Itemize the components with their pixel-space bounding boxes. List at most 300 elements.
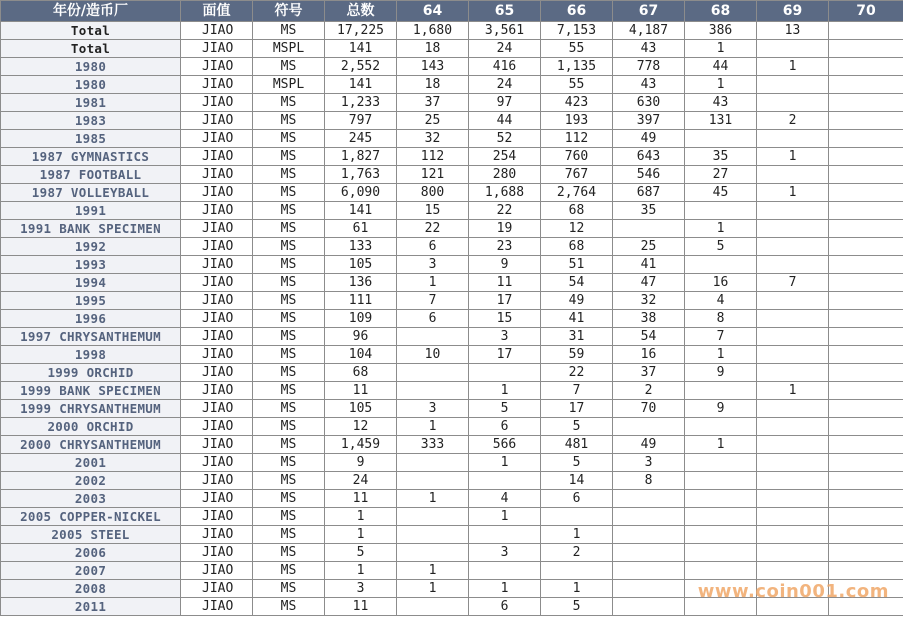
grade-count-cell (613, 526, 685, 544)
grade-count-cell (757, 310, 829, 328)
grade-count-cell: 45 (685, 184, 757, 202)
total-cell: 1 (325, 526, 397, 544)
table-row (1, 112, 903, 130)
grade-count-cell (757, 94, 829, 112)
total-cell: 111 (325, 292, 397, 310)
grade-count-cell: 3 (397, 400, 469, 418)
grade-count-cell: 4 (469, 490, 541, 508)
grade-count-cell: 17 (541, 400, 613, 418)
symbol-cell: MS (253, 526, 325, 544)
symbol-cell: MS (253, 274, 325, 292)
symbol-cell: MS (253, 580, 325, 598)
table-row (1, 310, 903, 328)
grade-count-cell: 254 (469, 148, 541, 166)
table-row (1, 94, 903, 112)
grade-count-cell: 280 (469, 166, 541, 184)
symbol-cell: MS (253, 256, 325, 274)
symbol-cell: MS (253, 490, 325, 508)
grade-count-cell (829, 148, 903, 166)
grade-count-cell: 1 (685, 436, 757, 454)
total-cell: 61 (325, 220, 397, 238)
total-cell: 12 (325, 418, 397, 436)
year-cell: Total (1, 22, 181, 40)
denomination-cell: JIAO (181, 364, 253, 382)
grade-count-cell: 5 (541, 454, 613, 472)
denomination-cell: JIAO (181, 328, 253, 346)
grade-count-cell (829, 508, 903, 526)
grade-count-cell: 2 (541, 544, 613, 562)
grade-count-cell: 643 (613, 148, 685, 166)
grade-count-cell: 5 (685, 238, 757, 256)
header-grade-70: 70 (829, 1, 903, 22)
grade-count-cell (757, 472, 829, 490)
grade-count-cell (829, 454, 903, 472)
denomination-cell: JIAO (181, 580, 253, 598)
table-row (1, 526, 903, 544)
symbol-cell: MS (253, 166, 325, 184)
grade-count-cell: 31 (541, 328, 613, 346)
denomination-cell: JIAO (181, 472, 253, 490)
grade-count-cell: 1 (685, 40, 757, 58)
grade-count-cell (829, 238, 903, 256)
grade-count-cell (757, 400, 829, 418)
grade-count-cell (757, 490, 829, 508)
grade-count-cell (757, 346, 829, 364)
denomination-cell: JIAO (181, 202, 253, 220)
symbol-cell: MS (253, 184, 325, 202)
year-cell: 2011 (1, 598, 181, 616)
year-cell: 1995 (1, 292, 181, 310)
grade-count-cell: 131 (685, 112, 757, 130)
grade-count-cell (829, 526, 903, 544)
grade-count-cell: 3,561 (469, 22, 541, 40)
denomination-cell: JIAO (181, 400, 253, 418)
total-cell: 68 (325, 364, 397, 382)
denomination-cell: JIAO (181, 436, 253, 454)
grade-count-cell (613, 508, 685, 526)
grade-count-cell: 44 (469, 112, 541, 130)
grade-count-cell: 37 (397, 94, 469, 112)
grade-count-cell: 5 (541, 598, 613, 616)
symbol-cell: MSPL (253, 76, 325, 94)
grade-count-cell: 38 (613, 310, 685, 328)
grade-count-cell: 7 (541, 382, 613, 400)
grade-count-cell: 6 (397, 238, 469, 256)
grade-count-cell: 1 (397, 580, 469, 598)
grade-count-cell: 3 (397, 256, 469, 274)
year-cell: 2002 (1, 472, 181, 490)
grade-count-cell: 7,153 (541, 22, 613, 40)
total-cell: 24 (325, 472, 397, 490)
grade-count-cell (685, 562, 757, 580)
denomination-cell: JIAO (181, 310, 253, 328)
grade-count-cell (757, 562, 829, 580)
grade-count-cell: 2 (757, 112, 829, 130)
year-cell: 1999 ORCHID (1, 364, 181, 382)
grade-count-cell (829, 346, 903, 364)
header-grade-69: 69 (757, 1, 829, 22)
grade-count-cell: 1 (757, 382, 829, 400)
grade-count-cell: 416 (469, 58, 541, 76)
year-cell: 1993 (1, 256, 181, 274)
grade-count-cell: 49 (541, 292, 613, 310)
total-cell: 1,233 (325, 94, 397, 112)
grade-count-cell: 5 (469, 400, 541, 418)
year-cell: 1981 (1, 94, 181, 112)
grade-count-cell (469, 526, 541, 544)
year-cell: 1991 BANK SPECIMEN (1, 220, 181, 238)
grade-count-cell: 17 (469, 292, 541, 310)
denomination-cell: JIAO (181, 562, 253, 580)
year-cell: 1998 (1, 346, 181, 364)
year-cell: 1985 (1, 130, 181, 148)
denomination-cell: JIAO (181, 58, 253, 76)
grade-count-cell (757, 328, 829, 346)
grade-count-cell: 22 (541, 364, 613, 382)
table-row (1, 274, 903, 292)
grade-count-cell (829, 490, 903, 508)
grade-count-cell (685, 382, 757, 400)
grade-count-cell (757, 202, 829, 220)
grade-count-cell (613, 220, 685, 238)
grade-count-cell (757, 130, 829, 148)
denomination-cell: JIAO (181, 76, 253, 94)
year-cell: 1983 (1, 112, 181, 130)
denomination-cell: JIAO (181, 130, 253, 148)
table-row (1, 346, 903, 364)
grade-count-cell: 2,764 (541, 184, 613, 202)
grade-count-cell: 3 (469, 544, 541, 562)
grade-count-cell: 6 (469, 418, 541, 436)
year-cell: 1987 FOOTBALL (1, 166, 181, 184)
grade-count-cell: 59 (541, 346, 613, 364)
grade-count-cell: 800 (397, 184, 469, 202)
symbol-cell: MS (253, 94, 325, 112)
grade-count-cell (829, 436, 903, 454)
grade-count-cell: 1 (469, 508, 541, 526)
grade-count-cell: 54 (613, 328, 685, 346)
table-row (1, 238, 903, 256)
symbol-cell: MS (253, 310, 325, 328)
table-row (1, 472, 903, 490)
table-body (1, 22, 903, 616)
grade-count-cell (757, 40, 829, 58)
denomination-cell: JIAO (181, 598, 253, 616)
grade-count-cell: 1 (469, 454, 541, 472)
grade-count-cell (829, 562, 903, 580)
grade-count-cell: 3 (469, 328, 541, 346)
total-cell: 1,763 (325, 166, 397, 184)
table-row (1, 508, 903, 526)
grade-count-cell: 1 (397, 274, 469, 292)
year-cell: 1987 GYMNASTICS (1, 148, 181, 166)
grade-count-cell: 193 (541, 112, 613, 130)
grade-count-cell (757, 364, 829, 382)
header-denomination: 面值 (181, 1, 253, 22)
grade-count-cell (829, 364, 903, 382)
symbol-cell: MSPL (253, 40, 325, 58)
table-row (1, 436, 903, 454)
denomination-cell: JIAO (181, 292, 253, 310)
grade-count-cell: 1 (397, 418, 469, 436)
symbol-cell: MS (253, 544, 325, 562)
grade-count-cell (685, 508, 757, 526)
symbol-cell: MS (253, 472, 325, 490)
year-cell: 2005 STEEL (1, 526, 181, 544)
denomination-cell: JIAO (181, 382, 253, 400)
grade-count-cell: 44 (685, 58, 757, 76)
grade-count-cell (829, 292, 903, 310)
grade-count-cell (829, 184, 903, 202)
total-cell: 6,090 (325, 184, 397, 202)
grade-count-cell: 47 (613, 274, 685, 292)
grade-count-cell: 19 (469, 220, 541, 238)
grade-count-cell: 51 (541, 256, 613, 274)
grade-count-cell: 630 (613, 94, 685, 112)
denomination-cell: JIAO (181, 454, 253, 472)
symbol-cell: MS (253, 328, 325, 346)
denomination-cell: JIAO (181, 112, 253, 130)
grade-count-cell: 17 (469, 346, 541, 364)
symbol-cell: MS (253, 418, 325, 436)
total-cell: 245 (325, 130, 397, 148)
grade-count-cell: 22 (397, 220, 469, 238)
grade-count-cell (829, 328, 903, 346)
total-cell: 9 (325, 454, 397, 472)
grade-count-cell: 12 (541, 220, 613, 238)
table-row (1, 22, 903, 40)
symbol-cell: MS (253, 598, 325, 616)
total-cell: 104 (325, 346, 397, 364)
grade-count-cell: 767 (541, 166, 613, 184)
year-cell: Total (1, 40, 181, 58)
grade-count-cell: 68 (541, 202, 613, 220)
grade-count-cell (685, 472, 757, 490)
grade-count-cell: 24 (469, 40, 541, 58)
total-cell: 5 (325, 544, 397, 562)
grade-count-cell (397, 544, 469, 562)
year-cell: 1999 BANK SPECIMEN (1, 382, 181, 400)
grade-count-cell: 1 (541, 580, 613, 598)
year-cell: 1999 CHRYSANTHEMUM (1, 400, 181, 418)
grade-count-cell (829, 382, 903, 400)
grade-count-cell: 397 (613, 112, 685, 130)
table-row (1, 256, 903, 274)
table-row (1, 328, 903, 346)
denomination-cell: JIAO (181, 220, 253, 238)
grade-count-cell: 35 (685, 148, 757, 166)
total-cell: 136 (325, 274, 397, 292)
table-row (1, 220, 903, 238)
grade-count-cell (613, 544, 685, 562)
grade-count-cell (757, 436, 829, 454)
year-cell: 1997 CHRYSANTHEMUM (1, 328, 181, 346)
grade-count-cell: 41 (613, 256, 685, 274)
grade-count-cell: 386 (685, 22, 757, 40)
symbol-cell: MS (253, 22, 325, 40)
table-row (1, 76, 903, 94)
denomination-cell: JIAO (181, 274, 253, 292)
total-cell: 133 (325, 238, 397, 256)
table-row (1, 184, 903, 202)
grade-count-cell: 41 (541, 310, 613, 328)
denomination-cell: JIAO (181, 166, 253, 184)
grade-count-cell (829, 274, 903, 292)
grade-count-cell (829, 22, 903, 40)
total-cell: 1 (325, 508, 397, 526)
grade-count-cell (829, 400, 903, 418)
grade-count-cell: 43 (685, 94, 757, 112)
grade-count-cell: 24 (469, 76, 541, 94)
header-grade-68: 68 (685, 1, 757, 22)
grade-count-cell (757, 220, 829, 238)
grade-count-cell (829, 202, 903, 220)
grade-count-cell: 5 (541, 418, 613, 436)
table-row (1, 562, 903, 580)
grade-count-cell: 25 (397, 112, 469, 130)
symbol-cell: MS (253, 436, 325, 454)
grade-count-cell: 16 (685, 274, 757, 292)
table-row (1, 454, 903, 472)
grade-count-cell (829, 94, 903, 112)
grade-count-cell: 14 (541, 472, 613, 490)
grade-count-cell (685, 544, 757, 562)
symbol-cell: MS (253, 454, 325, 472)
grade-count-cell: 32 (613, 292, 685, 310)
grade-count-cell: 1 (397, 490, 469, 508)
header-year-mint: 年份/造币厂 (1, 1, 181, 22)
total-cell: 17,225 (325, 22, 397, 40)
year-cell: 1980 (1, 58, 181, 76)
year-cell: 2003 (1, 490, 181, 508)
grade-count-cell: 1,680 (397, 22, 469, 40)
denomination-cell: JIAO (181, 94, 253, 112)
grade-count-cell (469, 562, 541, 580)
grade-count-cell (757, 418, 829, 436)
header-grade-64: 64 (397, 1, 469, 22)
grade-count-cell: 35 (613, 202, 685, 220)
total-cell: 141 (325, 40, 397, 58)
total-cell: 797 (325, 112, 397, 130)
grade-count-cell (613, 418, 685, 436)
grade-count-cell (613, 490, 685, 508)
table-row (1, 130, 903, 148)
grade-count-cell: 4,187 (613, 22, 685, 40)
grade-count-cell: 10 (397, 346, 469, 364)
total-cell: 141 (325, 76, 397, 94)
grade-count-cell (685, 256, 757, 274)
symbol-cell: MS (253, 112, 325, 130)
grade-count-cell (613, 562, 685, 580)
denomination-cell: JIAO (181, 544, 253, 562)
grade-count-cell: 97 (469, 94, 541, 112)
grade-count-cell (469, 472, 541, 490)
symbol-cell: MS (253, 220, 325, 238)
grade-count-cell: 9 (469, 256, 541, 274)
table-row (1, 58, 903, 76)
grade-count-cell (469, 364, 541, 382)
denomination-cell: JIAO (181, 238, 253, 256)
grade-count-cell: 49 (613, 130, 685, 148)
grade-count-cell (397, 454, 469, 472)
grade-count-cell (829, 544, 903, 562)
grade-count-cell: 1 (469, 580, 541, 598)
table-row (1, 382, 903, 400)
grade-count-cell: 16 (613, 346, 685, 364)
grade-count-cell (757, 292, 829, 310)
grade-count-cell: 18 (397, 76, 469, 94)
grade-count-cell: 23 (469, 238, 541, 256)
year-cell: 2001 (1, 454, 181, 472)
grade-count-cell: 55 (541, 40, 613, 58)
grade-count-cell (685, 418, 757, 436)
symbol-cell: MS (253, 292, 325, 310)
grade-count-cell: 8 (613, 472, 685, 490)
grade-count-cell: 15 (469, 310, 541, 328)
table-row (1, 544, 903, 562)
header-grade-67: 67 (613, 1, 685, 22)
table-row (1, 400, 903, 418)
symbol-cell: MS (253, 202, 325, 220)
year-cell: 2005 COPPER-NICKEL (1, 508, 181, 526)
symbol-cell: MS (253, 346, 325, 364)
year-cell: 2006 (1, 544, 181, 562)
grade-count-cell (829, 256, 903, 274)
grade-count-cell (613, 598, 685, 616)
symbol-cell: MS (253, 238, 325, 256)
grade-count-cell: 760 (541, 148, 613, 166)
grade-count-cell (757, 544, 829, 562)
year-cell: 2008 (1, 580, 181, 598)
total-cell: 11 (325, 490, 397, 508)
grade-count-cell (829, 112, 903, 130)
grade-count-cell (397, 382, 469, 400)
grade-count-cell: 1 (685, 220, 757, 238)
site-watermark: www.coin001.com (697, 581, 889, 602)
grade-count-cell: 6 (469, 598, 541, 616)
header-row (1, 1, 903, 22)
grade-count-cell (829, 418, 903, 436)
grade-count-cell (757, 256, 829, 274)
header-grade-65: 65 (469, 1, 541, 22)
total-cell: 105 (325, 400, 397, 418)
grade-count-cell (397, 364, 469, 382)
total-cell: 96 (325, 328, 397, 346)
grade-count-cell (397, 598, 469, 616)
symbol-cell: MS (253, 562, 325, 580)
symbol-cell: MS (253, 508, 325, 526)
grade-count-cell (397, 526, 469, 544)
grade-count-cell: 1 (757, 184, 829, 202)
grade-count-cell: 7 (685, 328, 757, 346)
symbol-cell: MS (253, 364, 325, 382)
grade-count-cell: 1 (685, 346, 757, 364)
grade-count-cell: 70 (613, 400, 685, 418)
grade-count-cell: 27 (685, 166, 757, 184)
grade-count-cell: 423 (541, 94, 613, 112)
grade-count-cell (829, 130, 903, 148)
grade-count-cell (757, 454, 829, 472)
table-row (1, 364, 903, 382)
year-cell: 2000 CHRYSANTHEMUM (1, 436, 181, 454)
grade-count-cell: 8 (685, 310, 757, 328)
grade-count-cell: 1,135 (541, 58, 613, 76)
year-cell: 2000 ORCHID (1, 418, 181, 436)
table-row (1, 490, 903, 508)
grade-count-cell: 6 (397, 310, 469, 328)
year-cell: 1980 (1, 76, 181, 94)
denomination-cell: JIAO (181, 148, 253, 166)
